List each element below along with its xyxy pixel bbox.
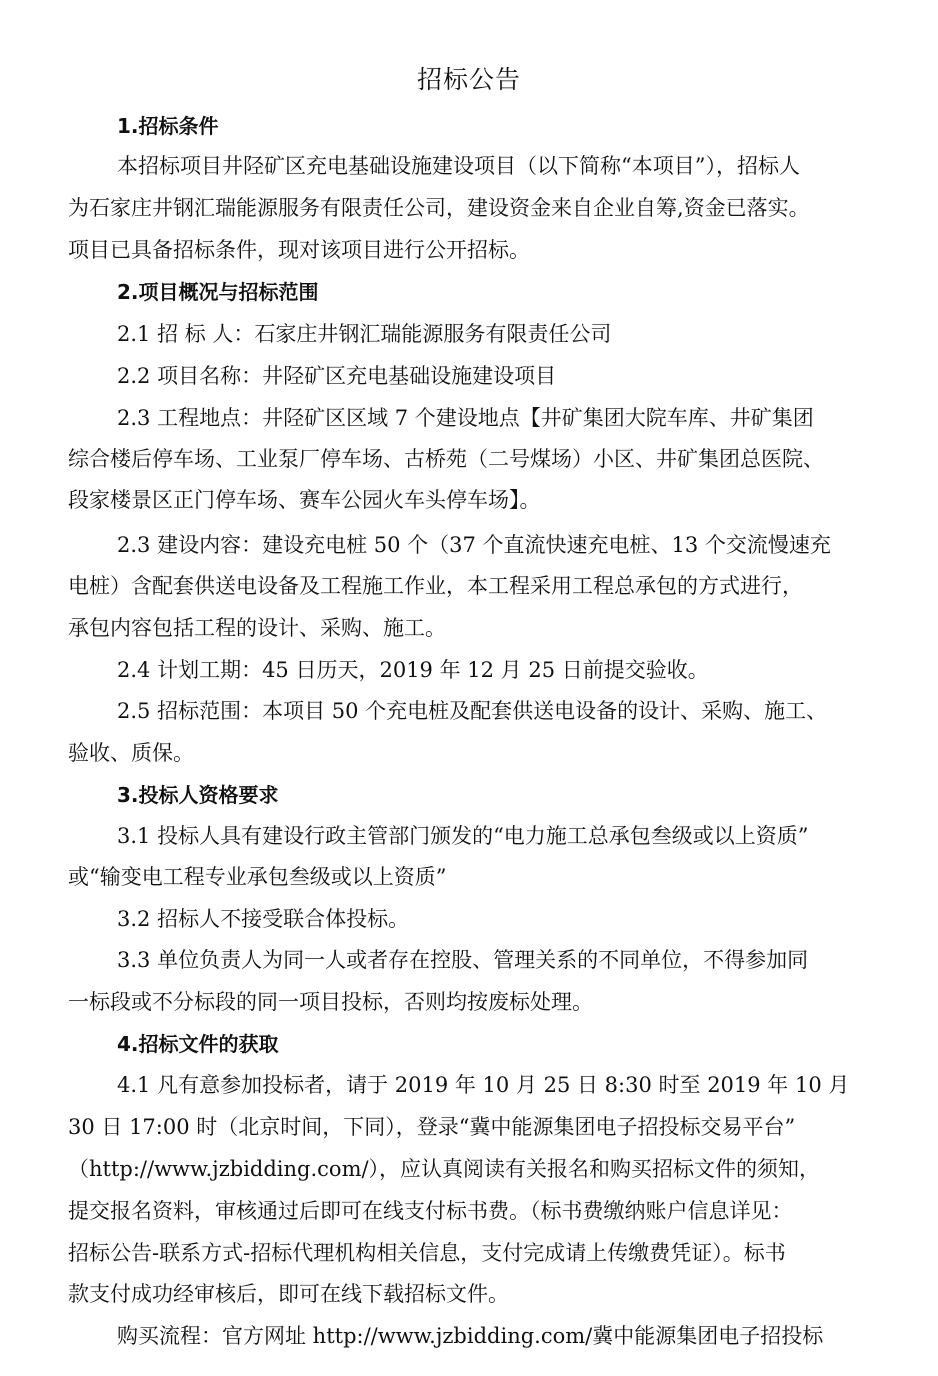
paragraph-line: 2.3 工程地点：井陉矿区区域 7 个建设地点【井矿集团大院车库、井矿集团 — [117, 406, 814, 430]
paragraph-line: 3.3 单位负责人为同一人或者存在控股、管理关系的不同单位，不得参加同 — [117, 948, 809, 972]
paragraph-line: （http://www.jzbidding.com/），应认真阅读有关报名和购买招标文件的须知， — [68, 1157, 821, 1181]
section-heading-4: 4.招标文件的获取 — [117, 1032, 279, 1056]
paragraph-line: 电桩）含配套供送电设备及工程施工作业，本工程采用工程总承包的方式进行， — [68, 574, 803, 598]
paragraph-line: 承包内容包括工程的设计、采购、施工。 — [68, 616, 446, 640]
paragraph-line: 30 日 17:00 时（北京时间，下同），登录“冀中能源集团电子招投标交易平台” — [68, 1115, 796, 1139]
paragraph-line: 验收、质保。 — [68, 741, 194, 765]
paragraph-line: 一标段或不分标段的同一项目投标，否则均按废标处理。 — [68, 990, 593, 1014]
paragraph-line: 段家楼景区正门停车场、赛车公园火车头停车场】。 — [68, 488, 541, 512]
paragraph-line: 提交报名资料，审核通过后即可在线支付标书费。（标书费缴纳账户信息详见： — [68, 1199, 793, 1223]
paragraph-line: 款支付成功经审核后，即可在线下载招标文件。 — [68, 1282, 509, 1306]
paragraph-line: 2.5 招标范围：本项目 50 个充电桩及配套供送电设备的设计、采购、施工、 — [117, 699, 828, 723]
paragraph-line: 3.2 招标人不接受联合体投标。 — [117, 907, 410, 931]
paragraph-line: 2.1 招 标 人：石家庄井钢汇瑞能源服务有限责任公司 — [117, 322, 612, 346]
paragraph-line: 或“输变电工程专业承包叁级或以上资质” — [68, 865, 447, 889]
section-heading-2: 2.项目概况与招标范围 — [117, 280, 319, 304]
document-title: 招标公告 — [416, 65, 521, 94]
section-heading-3: 3.投标人资格要求 — [117, 783, 279, 807]
paragraph-line: 招标公告-联系方式-招标代理机构相关信息，支付完成请上传缴费凭证）。标书 — [68, 1241, 786, 1265]
paragraph-line: 购买流程：官方网址 http://www.jzbidding.com/冀中能源集团电子招投标 — [117, 1324, 824, 1348]
paragraph-line: 2.2 项目名称：井陉矿区充电基础设施建设项目 — [117, 364, 557, 388]
paragraph-line: 3.1 投标人具有建设行政主管部门颁发的“电力施工总承包叁级或以上资质” — [117, 824, 809, 848]
paragraph-line: 2.3 建设内容：建设充电桩 50 个（37 个直流快速充电桩、13 个交流慢速充 — [117, 533, 831, 557]
paragraph-line: 综合楼后停车场、工业泵厂停车场、古桥苑（二号煤场）小区、井矿集团总医院、 — [68, 447, 824, 471]
paragraph-line: 为石家庄井钢汇瑞能源服务有限责任公司，建设资金来自企业自筹,资金已落实。 — [68, 196, 810, 220]
paragraph-line: 本招标项目井陉矿区充电基础设施建设项目（以下简称“本项目”），招标人 — [117, 154, 800, 178]
paragraph-line: 2.4 计划工期：45 日历天，2019 年 12 月 25 日前提交验收。 — [117, 658, 709, 682]
paragraph-line: 4.1 凡有意参加投标者，请于 2019 年 10 月 25 日 8:30 时至 2019 年 10 月 — [117, 1073, 850, 1097]
section-heading-1: 1.招标条件 — [117, 114, 219, 138]
paragraph-line: 项目已具备招标条件，现对该项目进行公开招标。 — [68, 238, 530, 262]
